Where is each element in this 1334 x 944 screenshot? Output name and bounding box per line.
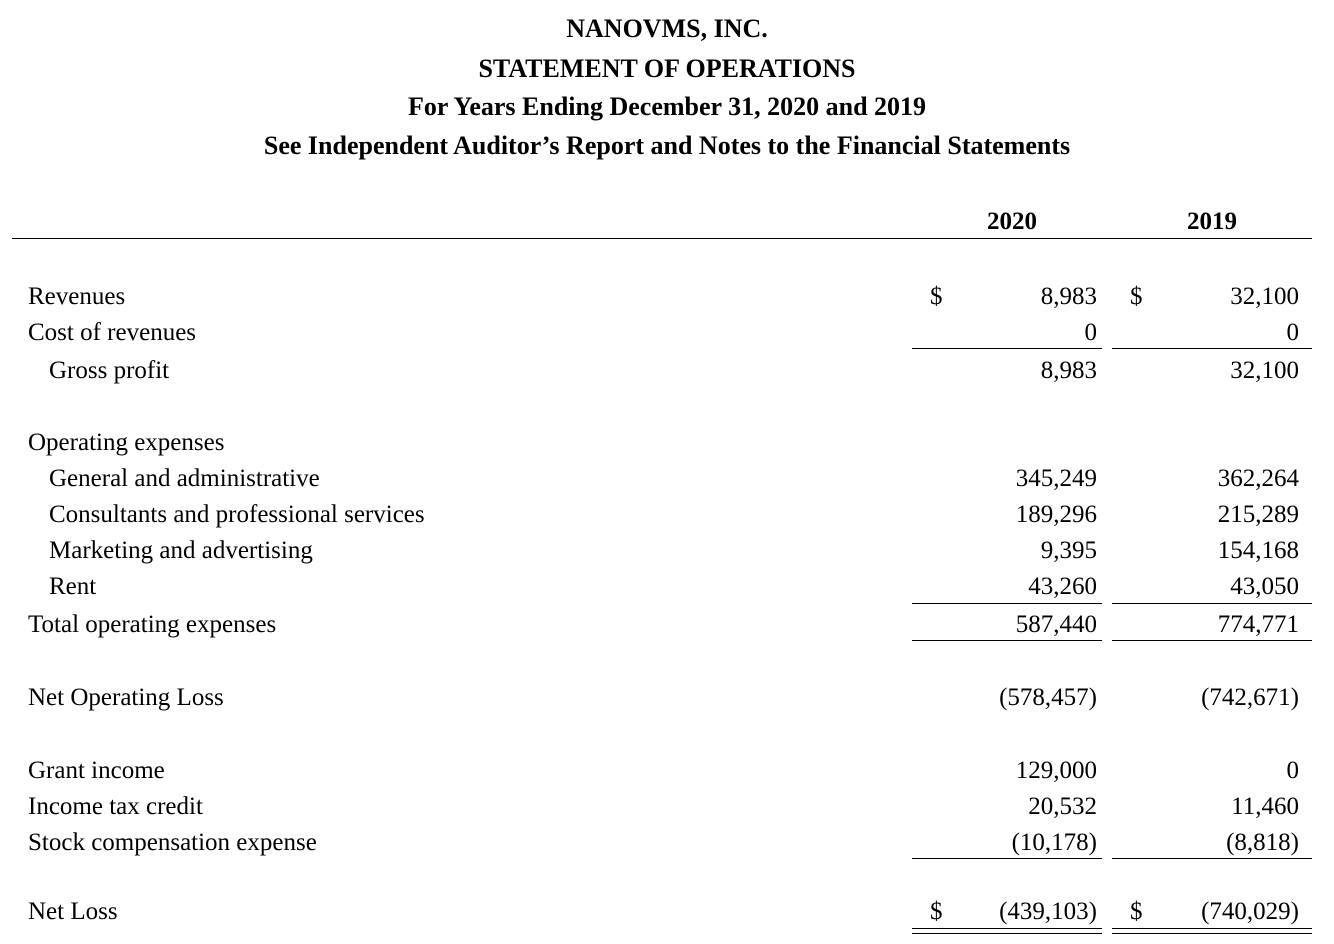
gross-profit-2020: 8,983 <box>1040 357 1097 384</box>
net-loss-2020: (439,103) <box>999 898 1097 925</box>
general-admin-label: General and administrative <box>49 465 320 492</box>
general-admin-2020: 345,249 <box>1015 465 1097 492</box>
revenues-2020: 8,983 <box>1040 283 1097 310</box>
total-opex-rule-2019 <box>1112 640 1312 641</box>
cost-of-revenues-label: Cost of revenues <box>28 319 197 346</box>
income-tax-credit-2020: 20,532 <box>1028 793 1097 820</box>
statement-title: STATEMENT OF OPERATIONS <box>478 54 856 83</box>
header-rule <box>12 238 1312 239</box>
general-admin-2019: 362,264 <box>1217 465 1299 492</box>
net-operating-loss-2019: (742,671) <box>1201 684 1299 711</box>
dollar-sign-2020: $ <box>930 283 943 310</box>
total-operating-2019: 774,771 <box>1217 611 1299 638</box>
stock-comp-label: Stock compensation expense <box>28 829 317 856</box>
consultants-label: Consultants and professional services <box>49 501 425 528</box>
dollar-sign-2019: $ <box>1130 283 1143 310</box>
stock-comp-2019: (8,818) <box>1226 829 1299 856</box>
opex-rule-2019 <box>1112 603 1312 604</box>
marketing-label: Marketing and advertising <box>49 537 313 564</box>
net-loss-dollar-2020: $ <box>930 898 943 925</box>
marketing-2019: 154,168 <box>1217 537 1299 564</box>
revenues-2019: 32,100 <box>1230 283 1299 310</box>
total-operating-label: Total operating expenses <box>28 611 277 638</box>
column-header-2020: 2020 <box>987 208 1037 235</box>
company-name: NANOVMS, INC. <box>566 14 768 43</box>
income-tax-credit-2019: 11,460 <box>1231 793 1299 820</box>
income-tax-credit-label: Income tax credit <box>28 793 203 820</box>
net-loss-dollar-2019: $ <box>1130 898 1143 925</box>
rent-2020: 43,260 <box>1028 573 1097 600</box>
consultants-2020: 189,296 <box>1015 501 1097 528</box>
grant-income-2019: 0 <box>1286 757 1299 784</box>
rent-label: Rent <box>49 573 97 600</box>
revenues-label: Revenues <box>28 283 126 310</box>
grant-income-2020: 129,000 <box>1015 757 1097 784</box>
statement-period: For Years Ending December 31, 2020 and 2019 <box>407 92 927 121</box>
net-loss-double-rule-bottom-2020 <box>912 933 1102 934</box>
net-operating-loss-2020: (578,457) <box>999 684 1097 711</box>
total-operating-2020: 587,440 <box>1015 611 1097 638</box>
other-rule-2019 <box>1112 858 1312 859</box>
net-operating-loss-label: Net Operating Loss <box>28 684 224 711</box>
net-loss-double-rule-bottom-2019 <box>1112 933 1312 934</box>
rent-2019: 43,050 <box>1230 573 1299 600</box>
operating-expenses-label: Operating expenses <box>28 429 225 456</box>
cost-of-revenues-2019: 0 <box>1286 319 1299 346</box>
total-opex-rule-2020 <box>912 640 1102 641</box>
subtotal-rule-2020 <box>912 348 1102 349</box>
net-loss-double-rule-top-2019 <box>1112 928 1312 929</box>
net-loss-2019: (740,029) <box>1201 898 1299 925</box>
statement-note: See Independent Auditor’s Report and Notes to the Financial Statements <box>263 131 1071 160</box>
gross-profit-label: Gross profit <box>49 357 170 384</box>
net-loss-label: Net Loss <box>28 898 118 925</box>
cost-of-revenues-2020: 0 <box>1084 319 1097 346</box>
subtotal-rule-2019 <box>1112 348 1312 349</box>
grant-income-label: Grant income <box>28 757 165 784</box>
opex-rule-2020 <box>912 603 1102 604</box>
marketing-2020: 9,395 <box>1040 537 1097 564</box>
column-header-2019: 2019 <box>1187 208 1237 235</box>
net-loss-double-rule-top-2020 <box>912 928 1102 929</box>
other-rule-2020 <box>912 858 1102 859</box>
consultants-2019: 215,289 <box>1217 501 1299 528</box>
stock-comp-2020: (10,178) <box>1011 829 1097 856</box>
gross-profit-2019: 32,100 <box>1230 357 1299 384</box>
